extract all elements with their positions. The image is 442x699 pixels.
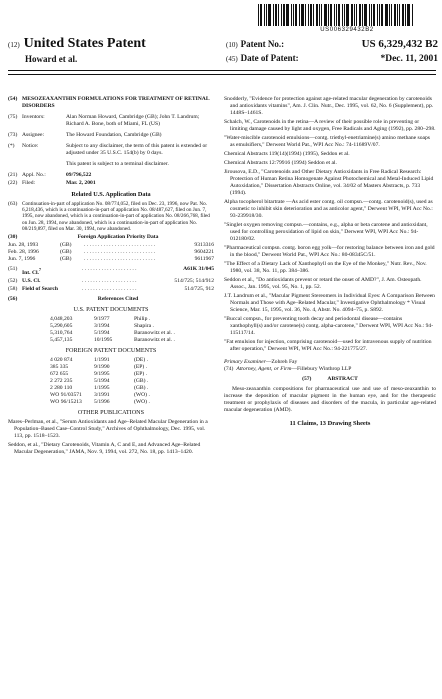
barcode-bar [412,4,413,26]
refs-heading-text: References Cited [97,295,139,302]
priority-number: 9313316 [194,242,214,249]
doc-name: Baranowitz et al. . [134,329,175,336]
priority-list [8,242,214,263]
attorney-line [224,366,436,373]
foreign-docs-heading: FOREIGN PATENT DOCUMENTS [65,346,157,354]
doc-number: WO 96/15213 [50,398,82,405]
header-rule-bottom [8,74,436,75]
int-cl-label [22,266,82,277]
barcode-bar [321,4,322,26]
publication: J.T. Landrum et al., "Macular Pigment Stereomers in Individual Eyes: A Comparison Between Normals and Those with Age–Related Macular," Investigative Ophthalmology * Visual Science, Mar. 15, 1995, vol. 36, No. 4, Abstr. No. 4094–75, p. S892. [224,293,435,313]
patent-number: US 6,329,432 B2 [361,38,438,50]
barcode-bar [391,4,392,26]
dot-leader: . . . . . . . . . . . . . . . . . . . . [82,277,137,284]
patent-no-label: Patent No.: [240,39,285,49]
barcode-bar [319,4,320,26]
header-left [8,36,146,64]
barcode-bar [385,4,388,26]
continuation-field [8,201,214,232]
barcode-bar [268,4,271,26]
barcode-bar [377,4,378,26]
barcode-bar [291,4,292,26]
doc-country: (WO) . [134,391,150,398]
patent-number-row [226,38,438,50]
barcode-bar [397,4,398,26]
barcode-bar [351,4,353,26]
foreign-doc-row [8,378,214,385]
date-label: Date of Patent: [240,53,299,63]
appl-value: 09/796,522 [66,172,92,178]
search-code: (58) [8,285,18,292]
publication: Seddon et al., "Do antioxidants prevent or retard the onset of AMD?", J. Am. Osteopath. Assoc., Jan. 1995, vol. 95, No. 1, pp. 52. [224,277,422,290]
int-cl-field [8,266,214,277]
inventors-value: Alan Norman Howard, Cambridge (GB); John T. Landrum; Richard A. Bone, both of Miami, FL (US) [66,114,200,127]
dot-leader: . . . . . . . . . . . . . . . . . . . . . . . . . . [84,249,156,256]
barcode-bar [405,4,406,26]
filed-field [8,180,214,187]
doc-date: 9/1990 [94,363,110,370]
publication: Alpha tocopherol bitartrate —As acid ester contg. oil compsn.—contg. carotenoid(s), used as cosmetic to inhibit skin deterioration and as anticolor agent," Derwent WPI, WPI Acc No.: 93-239918/30. [224,199,433,219]
us-doc-row [8,316,214,323]
attorney-code: (74) [224,366,234,372]
barcode-bar [369,4,370,26]
doc-name: Philip . [134,315,151,322]
barcode-bar [310,4,312,26]
doc-country: (WO) . [134,398,150,405]
filed-label: Filed: [22,180,36,186]
doc-number: 2 280 110 [50,384,73,391]
patent-no-code: (10) [226,41,238,49]
barcode-bar [330,4,332,26]
barcode-bar [381,4,383,26]
barcode-bar [278,4,279,26]
barcode-bar [260,4,262,26]
priority-code: (30) [8,234,18,241]
doc-number: 2 272 235 [50,377,73,384]
us-doc-row [8,337,214,344]
inventors-label: Inventors: [22,114,45,120]
barcode-bar [356,4,357,26]
dot-leader: . . . . . . . . . . . . . . . . . . . . . . . . . . [84,256,156,263]
barcode-bar [286,4,289,26]
foreign-docs-list [8,357,214,406]
barcode-bar [275,4,277,26]
us-docs-list [8,316,214,344]
continuation-code: (63) [8,201,18,207]
header-inventors: Howard et al. [25,54,78,64]
left-column [8,96,214,458]
us-docs-heading: U.S. PATENT DOCUMENTS [73,305,149,313]
doc-number: 672 655 [50,370,69,377]
priority-date: Jun. 28, 1993 [8,242,39,249]
right-column [224,96,436,427]
foreign-doc-row [8,357,214,364]
country-code: (12) [8,41,20,49]
us-doc-row [8,323,214,330]
attorney-label: Attorney, Agent, or Firm [236,366,292,372]
barcode-bar [264,4,265,26]
publication: Snodderly, "Evidence for protection against age-related macular degeneration by carotenoids and antioxidants vitamins", Am. J. Clin. Nutr., Dec. 1995, vol. 62, No. 6 (Supplement), pp. 1448S–1461S. [224,96,434,116]
doc-country: (GB) . [134,384,149,391]
foreign-doc-row [8,371,214,378]
appl-field [8,172,214,179]
notice-text: Subject to any disclaimer, the term of this patent is extended or adjusted under 35 U.S.C. 154(b) by 0 days. [66,143,208,156]
dot-leader: . . . . . . . . . . . . . . . . . . . . . . . . . . [84,242,156,249]
publication: Mares–Perlman, et al., "Serum Antioxidants and Age–Related Macular Degeneration in a Population–Based Case–Control Study," Archives of Ophthalmology, Dec. 1995, vol. 113, pp. 1518–1523. [8,418,208,439]
barcode-bar [316,4,318,26]
doc-country: (EP) . [134,370,148,377]
barcode-bar [364,4,367,26]
patent-date: *Dec. 11, 2001 [380,54,438,64]
int-cl-label-text: Int. Cl. [22,269,39,276]
header-right [226,38,438,64]
priority-heading-text: Foreign Application Priority Data [77,234,159,241]
us-cl-value: 514/725; 514/912 [174,277,214,284]
us-cl-code: (52) [8,277,18,284]
assignee-field [8,132,214,139]
doc-date: 3/1994 [94,322,110,329]
priority-row [8,242,214,249]
barcode-bar [324,4,327,26]
notice-code: (*) [8,143,15,149]
doc-number: 4 020 874 [50,356,73,363]
publication: "Buccal compsn., for preventing tooth decay and periodontal disease—contains xanthophyll(s) and/or carotene(s) contg. alpha-carotene," Derwent WPI, WPI Acc No.: 94-115117/14. [224,316,434,336]
publication: Schalch, W., Carotenoids in the retina—A review of their possible role in preventing or limiting damage caused by light and oxygen, Free Radicals and Aging (1992), pp. 280–298. [224,119,436,132]
us-cl-label: U.S. Cl. [22,277,41,284]
title-code: (54) [8,96,18,102]
barcode-bar [273,4,274,26]
notice-value [66,143,214,168]
doc-date: 9/1995 [94,370,110,377]
publication: "Water-miscible carotenoid emulsions—contg. triethyl-enetriamine(s) amino methane soaps as emulsifiers," Derwent World Pat., WPI Acc No.: 74-11689V/07. [224,135,430,148]
barcode-bar [344,4,345,26]
barcode-bar [394,4,396,26]
barcode-bar [346,4,349,26]
barcode-bar [283,4,285,26]
abstract-text: Meso-zeaxanthin compositions for pharmaceutical use and use of meso-zeaxanthin to increase the deposition of macular pigment in the human eye, and for the therapeutic treatment or prophylaxis of diseases and disorders of the macula, in particular age-related macular degeneration (AMD). [224,386,436,413]
notice-field [8,143,214,168]
barcode-bar [305,4,306,26]
publication: Seddon, et al., "Dietary Carotenoids, Vitamin A, C and E, and Advanced Age–Related Macular Degeneration," JAMA, Nov. 9, 1994, vol. 272, No. 18, pp. 1413–1420. [8,441,201,455]
examiner-name: —Zohreh Fay [265,359,298,365]
priority-number: 9611967 [194,256,214,263]
doc-name: Baranowitz et al. . [134,336,175,343]
search-value: 514/725, 912 [184,285,214,292]
doc-date: 10/1995 [94,336,113,343]
doc-number: 4,048,203 [50,315,73,322]
doc-date: 1/1991 [94,356,110,363]
priority-row [8,256,214,263]
priority-country: (GB) [60,249,72,256]
barcode-bar [308,4,309,26]
barcode-bar [399,4,400,26]
publication: "Singlet oxygen removing compsn.—contains, e.g., alpha or beta carotene and antioxidant, used for controlling peroxidation of lipid on skin," Derwent WPI, WPI Acc No.: 94-012180/02. [224,222,428,242]
doc-number: 5,457,135 [50,336,73,343]
barcode-bar [338,4,340,26]
patent-country [8,36,146,52]
patent-title: MESOZEAXANTHIN FORMULATIONS FOR TREATMENT OF RETINAL DISORDERS [22,96,210,109]
doc-country: (EP) . [134,363,148,370]
foreign-doc-row [8,399,214,406]
doc-number: 385 335 [50,363,69,370]
doc-name: Shapira . [134,322,154,329]
doc-country: (GB) . [134,377,149,384]
doc-country: (DE) . [134,356,148,363]
barcode-bar [379,4,380,26]
examiner-label: Primary Examiner [224,359,266,365]
foreign-doc-row [8,364,214,371]
barcode-number: US006329432B2 [320,27,374,33]
barcode [258,4,436,26]
assignee-label: Assignee: [22,132,45,138]
header-rule-top [8,70,436,71]
priority-number: 9604221 [194,249,214,256]
barcode-bar [266,4,267,26]
barcode-bar [407,4,410,26]
priority-date: Feb. 28, 1996 [8,249,39,256]
inventors-code: (75) [8,114,18,120]
int-cl-value: A61K 31/045 [183,266,214,273]
assignee-code: (73) [8,132,18,138]
int-cl-code: (51) [8,266,18,273]
barcode-bar [328,4,329,26]
doc-date: 9/1977 [94,315,110,322]
claims-sheets: 11 Claims, 13 Drawing Sheets [289,420,371,427]
attorney-name: —Fillebury Winthrop LLP [291,366,352,372]
priority-row [8,249,214,256]
us-cl-field [8,278,214,285]
abstract-heading [224,376,436,383]
doc-date: 1/1995 [94,384,110,391]
doc-date: 3/1991 [94,391,110,398]
patent-date-row [226,53,438,64]
doc-date: 5/1996 [94,398,110,405]
barcode-bar [301,4,304,26]
inventors-field [8,114,214,128]
filed-code: (22) [8,180,18,186]
foreign-doc-row [8,385,214,392]
barcode-bar [362,4,363,26]
continuation-text: Continuation-in-part of application No. 08/774,052, filed on Dec. 23, 1996, now Pat. No. 6,218,436, which is a continuation-in-part of application No. 08/487,627, filed on Jun. 7, 1995, now abandoned, which is a continuation-in-part of application No. 08/266,768, filed on Jun. 28, 1994, now abandoned, which is a continuation-in-part of application No. 08/219,897, filed on Mar. 30, 1994, now abandoned. [22,201,210,232]
refs-code: (56) [8,295,18,302]
title-field [8,96,214,110]
country-title: United States Patent [23,36,146,51]
appl-label: Appl. No.: [22,172,46,178]
publication: "Fat emulsion for injection, comprising carotenoid—used for intravenous supply of nutrition after operation," Derwent WPI, WPI Acc No.: 94-221775/27. [224,339,432,352]
priority-country: (GB) [60,242,72,249]
abstract-code: (57) [302,376,312,382]
us-doc-row [8,330,214,337]
int-cl-sup: 7 [38,267,41,273]
assignee-value: The Howard Foundation, Cambridge (GB) [66,132,162,138]
appl-code: (21) [8,172,18,178]
search-label: Field of Search [22,285,58,292]
search-field [8,286,214,293]
other-pubs-heading: OTHER PUBLICATIONS [77,408,145,416]
foreign-doc-row [8,392,214,399]
abstract-heading-text: ABSTRACT [327,376,358,382]
barcode-bar [354,4,355,26]
publication: Chemical Abstracts 119(14)(1994) (1995), Seddon et al. [224,151,350,157]
priority-date: Jun. 7, 1996 [8,256,36,263]
barcode-bar [334,4,335,26]
publication: "The Effect of a Dietary Lack of Xanthophyll on the Eye of the Monkey," Nutr. Rev., Nov. 1980, vol. 38, No. 11, pp. 384–386. [224,261,427,274]
notice-text-terminal: This patent is subject to a terminal disclaimer. [66,161,169,167]
related-heading: Related U.S. Application Data [71,191,151,198]
barcode-bar [389,4,390,26]
date-code: (45) [226,55,238,63]
barcode-bar [402,4,404,26]
priority-heading [8,234,214,241]
publication: Chemical Abstracts 12:79916 (1994) Seddon et al. [224,160,337,166]
barcode-bar [342,4,343,26]
barcode-bar [313,4,314,26]
dot-leader: . . . . . . . . . . . . . . . . . . . . [82,266,137,273]
dot-leader: . . . . . . . . . . . . . . . . . . . . [82,285,137,292]
publication: Jirousova, E.D., "Carotenoids and Other Dietary Antioxidants in Free Radical Research: Protection of Human Retina Homogenate Against Photochemical and Metal-Induced Lipid Autoxidation," Dissertation Abstracts Online, vol. 34/02 of Masters Abstracts, p. 733 (1994). [224,169,434,196]
refs-heading [8,296,214,303]
doc-number: 5,290,605 [50,322,73,329]
barcode-bar [281,4,282,26]
doc-date: 5/1994 [94,377,110,384]
barcode-bar [258,4,259,26]
doc-number: WO 91/03571 [50,391,82,398]
barcode-bar [336,4,337,26]
barcode-bar [295,4,297,26]
barcode-bar [293,4,294,26]
barcode-bar [373,4,375,26]
barcode-bar [359,4,361,26]
barcode-bar [299,4,300,26]
priority-country: (GB) [60,256,72,263]
doc-date: 5/1994 [94,329,110,336]
notice-label: Notice: [22,143,39,149]
barcode-bar [371,4,372,26]
filed-value: Mar. 2, 2001 [66,180,96,186]
publication: "Pharmaceutical compsn. contg. boron egg yolk—for restoring balance between iron and gold in the blood," Derwent World Pat., WPI Acc No.: 80-08345C/51. [224,245,435,258]
examiner-line [224,359,436,366]
doc-number: 5,310,764 [50,329,73,336]
